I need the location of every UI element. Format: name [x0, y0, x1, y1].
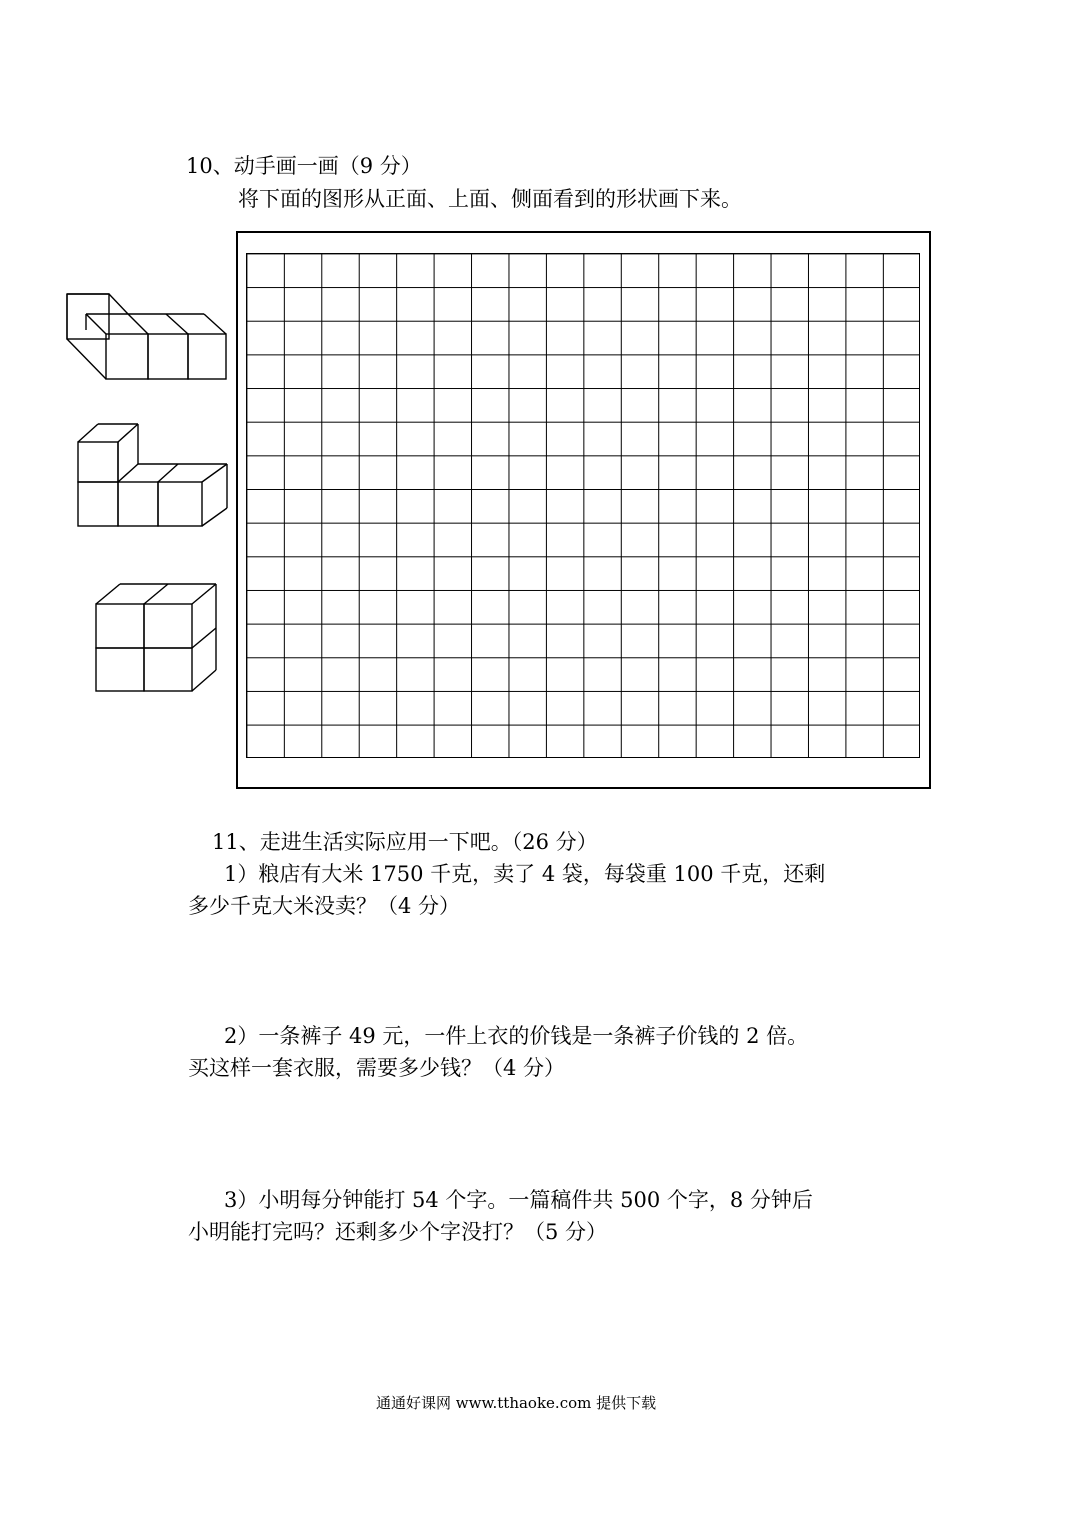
question-11-title: 11、走进生活实际应用一下吧。（26 分） — [212, 830, 598, 854]
cube-figure-3 — [90, 578, 230, 698]
problem-3-line-2: 小明能打完吗？还剩多少个字没打？（5 分） — [188, 1220, 608, 1244]
cube-figure-1 — [60, 290, 240, 390]
question-10-title: 10、动手画一画（9 分） — [186, 154, 422, 178]
footer-credit: 通通好课网 www.tthaoke.com 提供下载 — [376, 1394, 657, 1412]
cube-figure-2 — [72, 420, 242, 530]
problem-1-line-2: 多少千克大米没卖？（4 分） — [188, 894, 461, 918]
problem-2-line-1: 2）一条裤子 49 元，一件上衣的价钱是一条裤子价钱的 2 倍。 — [224, 1024, 809, 1048]
problem-3-line-1: 3）小明每分钟能打 54 个字。一篇稿件共 500 个字，8 分钟后 — [224, 1188, 813, 1212]
problem-1-line-1: 1）粮店有大米 1750 千克，卖了 4 袋，每袋重 100 千克，还剩 — [224, 862, 826, 886]
problem-2-line-2: 买这样一套衣服，需要多少钱？（4 分） — [188, 1056, 566, 1080]
question-10-instruction: 将下面的图形从正面、上面、侧面看到的形状画下来。 — [238, 187, 742, 211]
drawing-grid[interactable] — [246, 253, 920, 758]
